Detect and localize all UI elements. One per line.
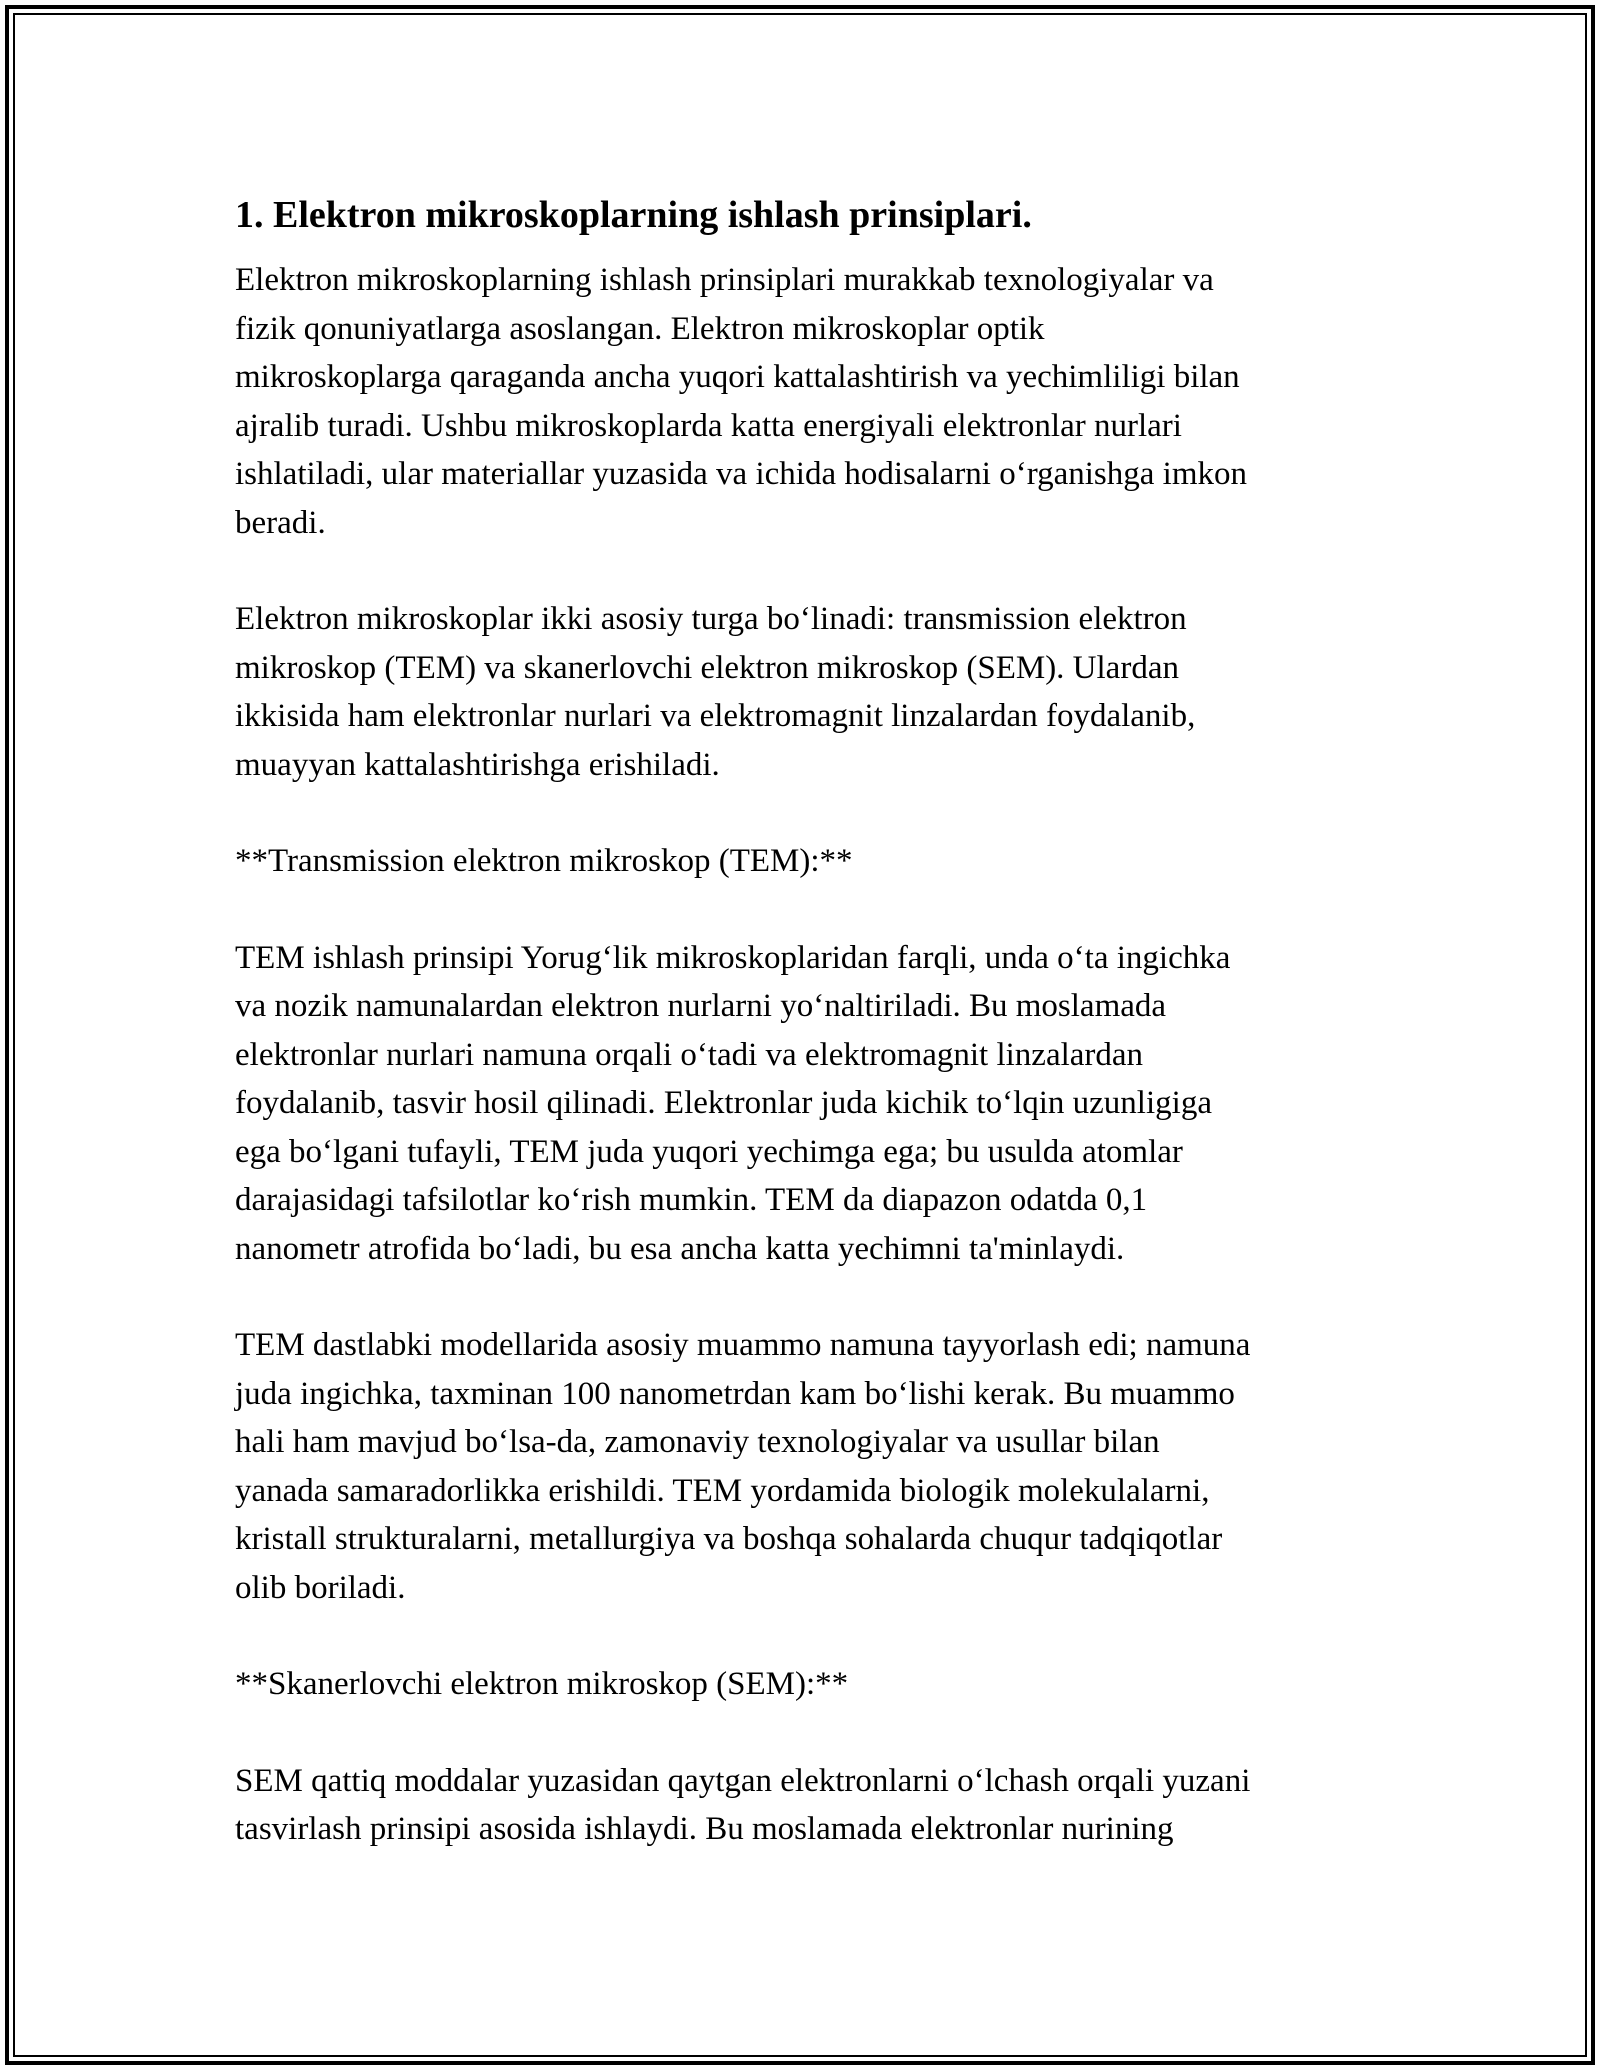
paragraph-intro: Elektron mikroskoplarning ishlash prinsiplari murakkab texnologiyalar va fizik qonuniyatlarga asoslangan. Elektron mikroskoplar optik mikroskoplarga qaraganda ancha yuqori kattalashtirish va yechimliligi bilan ajralib turadi. Ushbu mikroskoplarda katta energiyali elektronlar nurlari ishlatiladi, ular materiallar yuzasida va ichida hodisalarni o‘rganishga imkon beradi. [235, 262, 1247, 541]
paragraph-tem-principle: TEM ishlash prinsipi Yorug‘lik mikroskoplaridan farqli, unda o‘ta ingichka va nozik namunalardan elektron nurlarni yo‘naltiriladi. Bu moslamada elektronlar nurlari namuna orqali o‘tadi va elektromagnit linzalardan foydalanib, tasvir hosil qilinadi. Elektronlar juda kichik to‘lqin uzunligiga ega bo‘lgani tufayli, TEM juda yuqori yechimga ega; bu usulda atomlar darajasidagi tafsilotlar ko‘rish mumkin. TEM da diapazon odatda 0,1 nanometr atrofida bo‘ladi, bu esa ancha katta yechimni ta'minlaydi. [235, 939, 1231, 1267]
paragraph-tem-history: TEM dastlabki modellarida asosiy muammo namuna tayyorlash edi; namuna juda ingichka, taxminan 100 nanometrdan kam bo‘lishi kerak. Bu muammo hali ham mavjud bo‘lsa-da, zamonaviy texnologiyalar va usullar bilan yanada samaradorlikka erishildi. TEM yordamida biologik molekulalarni, kristall strukturalarni, metallurgiya va boshqa sohalarda chuqur tadqiqotlar olib boriladi. [235, 1327, 1251, 1606]
subheading-tem: **Transmission elektron mikroskop (TEM):** [235, 843, 853, 879]
document-body [235, 188, 1385, 1902]
paragraph-types: Elektron mikroskoplar ikki asosiy turga bo‘linadi: transmission elektron mikroskop (TEM) va skanerlovchi elektron mikroskop (SEM). Ulardan ikkisida ham elektronlar nurlari va elektromagnit linzalardan foydalanib, muayyan kattalashtirishga erishiladi. [235, 601, 1196, 783]
paragraph-sem-principle: SEM qattiq moddalar yuzasidan qaytgan elektronlarni o‘lchash orqali yuzani tasvirlash prinsipi asosida ishlaydi. Bu moslamada elektronlar nurining [235, 1762, 1251, 1847]
section-heading: 1. Elektron mikroskoplarning ishlash prinsiplari. [235, 194, 1032, 236]
subheading-sem: **Skanerlovchi elektron mikroskop (SEM):** [235, 1666, 849, 1702]
